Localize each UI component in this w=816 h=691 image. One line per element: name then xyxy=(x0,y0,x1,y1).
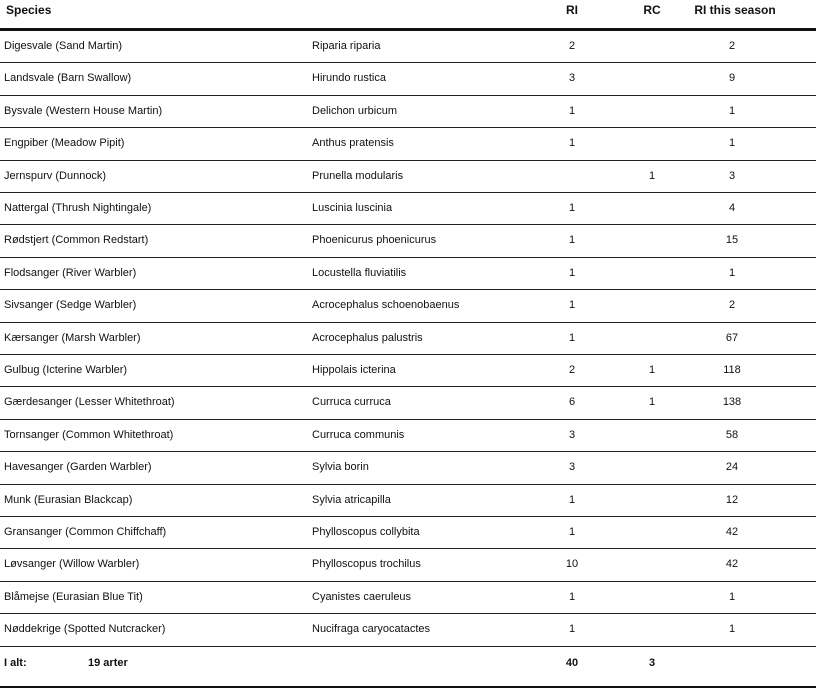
species-cell: Nøddekrige (Spotted Nutcracker) xyxy=(4,623,166,636)
species-cell: Løvsanger (Willow Warbler) xyxy=(4,558,140,571)
latin-name-cell: Prunella modularis xyxy=(312,169,404,182)
ri-cell: 1 xyxy=(568,526,576,538)
species-cell: Digesvale (Sand Martin) xyxy=(4,40,122,52)
latin-name-cell: Sylvia borin xyxy=(312,461,369,474)
ri-season-cell: 1 xyxy=(728,137,736,150)
header-rc: RC xyxy=(643,3,661,17)
ri-cell: 1 xyxy=(568,590,576,603)
ri-cell: 1 xyxy=(568,623,576,636)
latin-name-cell: Phylloscopus collybita xyxy=(312,526,420,538)
species-cell: Bysvale (Western House Martin) xyxy=(4,104,163,117)
ri-season-cell: 15 xyxy=(725,234,739,247)
table-row xyxy=(0,323,816,355)
table-row xyxy=(0,582,816,614)
total-ri: 40 xyxy=(565,657,579,669)
ri-cell: 1 xyxy=(568,266,576,279)
ri-season-cell: 42 xyxy=(725,558,739,571)
table-row xyxy=(0,128,816,160)
ri-cell: 1 xyxy=(568,299,576,312)
species-cell: Jernspurv (Dunnock) xyxy=(4,169,107,182)
rc-cell: 1 xyxy=(648,396,656,409)
species-cell: Munk (Eurasian Blackcap) xyxy=(4,493,133,506)
latin-name-cell: Riparia riparia xyxy=(312,40,381,52)
latin-name-cell: Locustella fluviatilis xyxy=(312,266,407,279)
ri-season-cell: 12 xyxy=(725,493,739,506)
table-row xyxy=(0,549,816,581)
ri-season-cell: 138 xyxy=(722,396,742,409)
ri-season-cell: 3 xyxy=(728,169,736,182)
ri-cell: 3 xyxy=(568,72,576,85)
total-label: I alt: xyxy=(4,657,27,669)
latin-name-cell: Luscinia luscinia xyxy=(312,202,393,214)
header-ri-season: RI this season xyxy=(694,3,776,17)
species-cell: Blåmejse (Eurasian Blue Tit) xyxy=(4,590,143,603)
bottom-divider xyxy=(0,686,816,688)
species-cell: Tornsanger (Common Whitethroat) xyxy=(4,428,174,441)
table-row xyxy=(0,193,816,225)
table-row xyxy=(0,31,816,63)
species-cell: Flodsanger (River Warbler) xyxy=(4,266,137,279)
latin-name-cell: Curruca curruca xyxy=(312,396,391,409)
ri-cell: 3 xyxy=(568,461,576,474)
latin-name-cell: Cyanistes caeruleus xyxy=(312,590,412,603)
species-cell: Kærsanger (Marsh Warbler) xyxy=(4,331,141,344)
ri-season-cell: 42 xyxy=(725,526,739,538)
latin-name-cell: Sylvia atricapilla xyxy=(312,493,391,506)
species-cell: Rødstjert (Common Redstart) xyxy=(4,234,149,247)
species-cell: Engpiber (Meadow Pipit) xyxy=(4,137,125,150)
table-row xyxy=(0,96,816,128)
species-cell: Gransanger (Common Chiffchaff) xyxy=(4,526,167,538)
latin-name-cell: Curruca communis xyxy=(312,428,405,441)
table-row xyxy=(0,225,816,257)
table-row xyxy=(0,161,816,193)
ri-season-cell: 118 xyxy=(723,364,741,376)
species-cell: Sivsanger (Sedge Warbler) xyxy=(4,299,137,312)
ri-season-cell: 24 xyxy=(725,461,739,474)
total-species-count: 19 arter xyxy=(88,657,128,669)
latin-name-cell: Hirundo rustica xyxy=(312,72,386,85)
ri-season-cell: 58 xyxy=(725,428,739,441)
latin-name-cell: Hippolais icterina xyxy=(312,364,396,376)
table-row xyxy=(0,517,816,549)
latin-name-cell: Phoenicurus phoenicurus xyxy=(312,234,437,247)
latin-name-cell: Anthus pratensis xyxy=(312,137,394,150)
rc-cell: 1 xyxy=(648,364,656,376)
latin-name-cell: Delichon urbicum xyxy=(312,104,397,117)
species-cell: Havesanger (Garden Warbler) xyxy=(4,461,152,474)
latin-name-cell: Nucifraga caryocatactes xyxy=(312,623,430,636)
total-rc: 3 xyxy=(648,657,656,669)
ri-season-cell: 1 xyxy=(728,266,736,279)
ri-cell: 1 xyxy=(568,331,576,344)
ri-cell: 6 xyxy=(568,396,576,409)
ri-season-cell: 67 xyxy=(725,331,739,344)
ri-cell: 1 xyxy=(568,493,576,506)
ri-cell: 1 xyxy=(568,137,576,150)
ri-season-cell: 1 xyxy=(728,104,736,117)
ri-cell: 3 xyxy=(568,428,576,441)
latin-name-cell: Acrocephalus schoenobaenus xyxy=(312,299,460,312)
species-cell: Gærdesanger (Lesser Whitethroat) xyxy=(4,396,175,409)
ri-cell: 10 xyxy=(565,558,579,571)
ri-cell: 1 xyxy=(568,234,576,247)
header-ri: RI xyxy=(566,3,578,17)
ri-season-cell: 2 xyxy=(728,299,736,312)
table-row xyxy=(0,355,816,387)
ri-cell: 2 xyxy=(568,364,576,376)
table-row xyxy=(0,452,816,484)
latin-name-cell: Acrocephalus palustris xyxy=(312,331,423,344)
species-cell: Nattergal (Thrush Nightingale) xyxy=(4,202,152,214)
table-row xyxy=(0,63,816,95)
total-row xyxy=(0,650,816,676)
species-cell: Gulbug (Icterine Warbler) xyxy=(4,364,128,376)
ri-cell: 1 xyxy=(568,104,576,117)
rc-cell: 1 xyxy=(648,169,656,182)
ri-season-cell: 1 xyxy=(728,590,736,603)
table-row xyxy=(0,420,816,452)
ri-season-cell: 4 xyxy=(728,202,736,214)
header-species: Species xyxy=(6,3,52,17)
table-row xyxy=(0,614,816,646)
latin-name-cell: Phylloscopus trochilus xyxy=(312,558,421,571)
table-row xyxy=(0,485,816,517)
ri-cell: 1 xyxy=(568,202,576,214)
ri-season-cell: 2 xyxy=(728,40,736,52)
ri-season-cell: 1 xyxy=(728,623,736,636)
table-row xyxy=(0,290,816,322)
ri-cell: 2 xyxy=(568,40,576,52)
species-cell: Landsvale (Barn Swallow) xyxy=(4,72,132,85)
table-row xyxy=(0,387,816,419)
ri-season-cell: 9 xyxy=(728,72,736,85)
table-row xyxy=(0,258,816,290)
table-header xyxy=(0,0,816,28)
